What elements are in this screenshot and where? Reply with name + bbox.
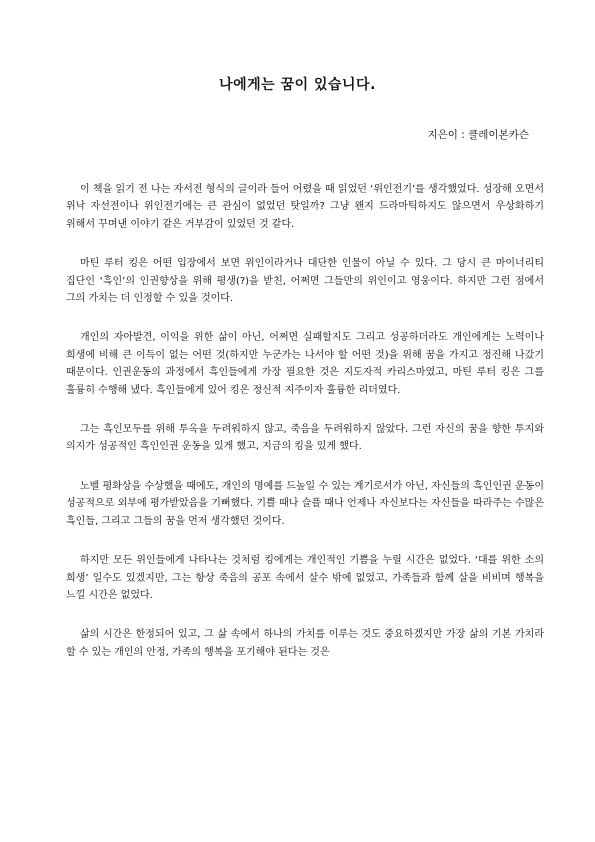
paragraph: 하지만 모든 위인들에게 나타나는 것처럼 킹에게는 개인적인 기쁨을 누릴 시간은 없었다. ‘대를 위한 소의 희생’ 일수도 있겠지만, 그는 항상 죽음의 공포 속에서 살수 밖에 없었고, 가족들과 함께 살을 비비며 행복을 느낄 시간은 없었다. (66, 555, 544, 601)
paragraph: 삶의 시간은 한정되어 있고, 그 삶 속에서 하나의 가치를 이루는 것도 중요하겠지만 가장 삶의 기본 가치라 할 수 있는 개인의 안정, 가족의 행복을 포기해야 된다는 것은 (66, 629, 544, 658)
paragraph: 개인의 자아발견, 이익을 위한 삶이 아닌, 어쩌면 실패할지도 그리고 성공하더라도 개인에게는 노력이나 희생에 비해 큰 이득이 없는 어떤 것(하지만 누군가는 나서야 할 어떤 것)을 위해 꿈을 가지고 정진해 나갔기 때문이다. 인권운동의 과정에서 흑인들에게 가장 필요한 것은 지도자적 카리스마였고, 마틴 루터 킹은 그를 훌륭히 수행해 냈다. 흑인들에게 있어 킹은 정신적 지주이자 훌륭한 리더였다. (66, 332, 544, 396)
paragraph: 마틴 루터 킹은 어떤 입장에서 보면 위인이라거나 대단한 인물이 아닐 수 있다. 그 당시 큰 마이너리티 집단인 ‘흑인’의 인권향상을 위해 평생(?)을 받친, 어쩌면 그들만의 위인이고 영웅이다. 하지만 그런 점에서 그의 가치는 더 인정할 수 있을 것이다. (66, 258, 544, 305)
paragraph: 이 책을 읽기 전 나는 자서전 형식의 글이라 들어 어렸을 때 읽었던 ‘위인전기’를 생각했었다. 성장해 오면서 위낙 자선전이나 위인전기에는 큰 관심이 없었던 탓일까? 그냥 왠지 드라마틱하지도 않으면서 우상화하기 위해서 꾸며낸 이야기 같은 거부감이 있었던 것 같다. (66, 184, 544, 230)
author-line: 지은이 : 클레이본카슨 (427, 129, 529, 141)
document-title: 나에게는 꿈이 있습니다. (219, 77, 376, 93)
document-body (66, 181, 544, 683)
paragraph: 노벨 평화상을 수상했을 때에도, 개인의 명예를 드높일 수 있는 계기로서가 아닌, 자신들의 흑인인권 운동이 성공적으로 외부에 평가받았음을 기뻐했다. 기쁠 때나 슬플 때나 언제나 자신보다는 자신들을 따라주는 수많은 흑인들, 그리고 그들의 꿈을 먼저 생각했던 것이다. (66, 480, 544, 527)
paragraph: 그는 흑인모두를 위해 투옥을 두려워하지 않고, 죽음을 두려워하지 않았다. 그런 자신의 꿈을 향한 투지와 의지가 성공적인 흑인인권 운동을 있게 했고, 지금의 킹을 있게 했다. (66, 424, 544, 453)
